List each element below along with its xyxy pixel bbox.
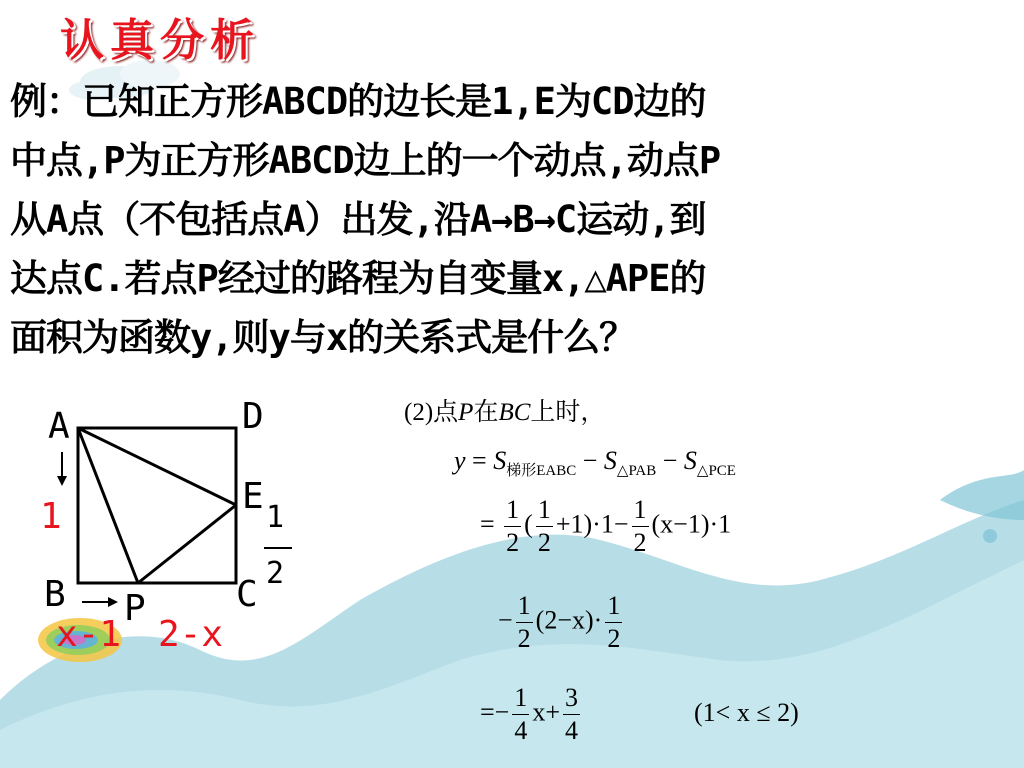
domain-condition: (1< x ≤ 2) (694, 698, 799, 727)
slide-title: 认真分析 (60, 15, 260, 66)
fraction: $\frac{1}{2}$ (537, 495, 551, 557)
equation-line-4: =− $\frac{1}{4}$ x+ $\frac{3}{4}$ (480, 683, 578, 745)
fraction: $\frac{1}{2}$ (517, 591, 531, 653)
problem-line: 从A点（不包括点A）出发,沿A→B→C运动,到 (10, 198, 706, 241)
side-length-label: 1 (40, 496, 62, 537)
fraction: $\frac{1}{2}$ (633, 495, 647, 557)
fraction: $\frac{1}{4}$ (514, 683, 528, 745)
case-label: (2)点P在BC上时， (404, 399, 606, 426)
problem-line: 中点,P为正方形ABCD边上的一个动点,动点P (10, 139, 721, 182)
equation-line-2: = $\frac{1}{2}$ ( $\frac{1}{2}$ +1)·1− $\frac{1}{2}$ (x−1)·1 (480, 495, 732, 557)
vertex-label-b: B (44, 574, 66, 615)
bp-length-label: x-1 (56, 614, 122, 655)
equation-line-1: $y = S_{梯形EABC} - S_{\triangle PAB} - S_{\triangle PCE}$ (454, 446, 736, 480)
fraction: $\frac{1}{2}$ (607, 591, 621, 653)
fraction: $\frac{1}{2}$ (506, 495, 520, 557)
problem-statement (10, 72, 1010, 367)
vertex-label-p: P (124, 588, 146, 629)
ec-denominator: 2 (266, 556, 285, 591)
vertex-label-d: D (242, 396, 264, 437)
vertex-label-c: C (236, 574, 258, 615)
equation-line-3: − $\frac{1}{2}$ (2−x)· $\frac{1}{2}$ (498, 591, 621, 653)
vertex-label-e: E (242, 476, 264, 517)
vertex-label-a: A (48, 406, 70, 447)
wave-crest (940, 470, 1024, 520)
ec-numerator: 1 (266, 500, 285, 535)
problem-line: 例：已知正方形ABCD的边长是1,E为CD边的 (10, 80, 706, 123)
pc-length-label: 2-x (158, 614, 224, 655)
problem-line: 面积为函数y,则y与x的关系式是什么？ (10, 316, 636, 359)
fraction: $\frac{3}{4}$ (565, 683, 578, 745)
bubble-decoration (983, 529, 997, 543)
problem-line: 达点C.若点P经过的路程为自变量x,△APE的 (10, 257, 706, 300)
